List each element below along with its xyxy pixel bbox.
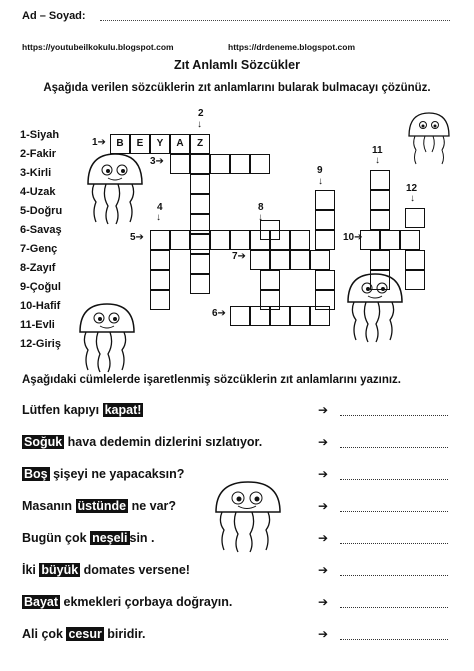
clue-number-12: 12 — [406, 183, 418, 194]
highlighted-word: Bayat — [24, 595, 59, 609]
sentence-text: şişeyi ne yapacaksın? — [49, 467, 185, 481]
crossword-cell[interactable] — [270, 230, 290, 250]
crossword-cell[interactable] — [210, 230, 230, 250]
sentence-text: ne var? — [128, 499, 177, 513]
crossword-cell[interactable] — [400, 230, 420, 250]
crossword-cell[interactable] — [260, 270, 280, 290]
crossword-cell[interactable] — [290, 250, 310, 270]
clue-9: 9-Çoğul — [20, 281, 61, 293]
crossword-cell[interactable] — [190, 194, 210, 214]
crossword-cell[interactable] — [250, 306, 270, 326]
answer-line[interactable] — [340, 479, 448, 480]
crossword-cell[interactable] — [230, 306, 250, 326]
crossword-cell: E — [130, 134, 150, 154]
arrow-right-icon: ➔ — [318, 627, 329, 641]
clue-number-9: 9 — [317, 165, 323, 176]
crossword-cell[interactable] — [360, 230, 380, 250]
clue-number-1: 1➔ — [92, 137, 106, 148]
crossword-cell[interactable] — [230, 154, 250, 174]
crossword-cell[interactable] — [210, 154, 230, 174]
crossword-cell[interactable] — [150, 230, 170, 250]
jellyfish-illustration — [405, 110, 453, 168]
crossword-cell: A — [170, 134, 190, 154]
arrow-right-icon: ➔ — [318, 595, 329, 609]
arrow-down-icon: ↓ — [375, 155, 380, 166]
crossword-cell[interactable] — [170, 154, 190, 174]
jellyfish-illustration — [340, 270, 410, 348]
crossword-cell[interactable] — [380, 230, 400, 250]
sentence-text: sin . — [129, 531, 155, 545]
arrow-down-icon: ↓ — [197, 119, 202, 130]
sentence-text: Lütfen kapıyı — [22, 403, 103, 417]
answer-line[interactable] — [340, 639, 448, 640]
name-line[interactable] — [100, 20, 450, 21]
clue-number-4: 4 — [157, 202, 163, 213]
clue-8: 8-Zayıf — [20, 262, 56, 274]
highlighted-word: Soğuk — [24, 435, 63, 449]
sentence-text: ekmekleri çorbaya doğrayın. — [60, 595, 233, 609]
crossword-cell[interactable] — [315, 190, 335, 210]
name-label: Ad – Soyad: — [22, 10, 86, 22]
sentence-2 — [22, 435, 262, 449]
crossword-cell[interactable] — [150, 250, 170, 270]
sentence-5 — [22, 531, 155, 545]
crossword-cell[interactable] — [370, 190, 390, 210]
answer-line[interactable] — [340, 607, 448, 608]
answer-line[interactable] — [340, 543, 448, 544]
clue-number-7: 7➔ — [232, 251, 246, 262]
sentence-3 — [22, 467, 184, 481]
clue-7: 7-Genç — [20, 243, 58, 255]
clue-number-5: 5➔ — [130, 232, 144, 243]
sentence-4 — [22, 499, 176, 513]
clue-number-10: 10➔ — [343, 232, 363, 243]
clue-4: 4-Uzak — [20, 186, 56, 198]
crossword-cell[interactable] — [260, 220, 280, 240]
sentence-text: Masanın — [22, 499, 76, 513]
highlighted-word: büyük — [41, 563, 79, 577]
crossword-cell[interactable] — [190, 214, 210, 234]
crossword-cell[interactable] — [290, 306, 310, 326]
arrow-down-icon: ↓ — [318, 176, 323, 187]
sentence-text: Ali çok — [22, 627, 67, 641]
crossword-cell[interactable] — [315, 290, 335, 310]
crossword-cell[interactable] — [150, 270, 170, 290]
clue-11: 11-Evli — [20, 319, 55, 331]
arrow-down-icon: ↓ — [258, 212, 263, 223]
arrow-right-icon: ➔ — [318, 531, 329, 545]
arrow-down-icon: ↓ — [156, 212, 161, 223]
clue-number-2: 2 — [198, 108, 204, 119]
clue-number-8: 8 — [258, 202, 264, 213]
answer-line[interactable] — [340, 511, 448, 512]
crossword-cell[interactable] — [310, 250, 330, 270]
jellyfish-illustration — [72, 300, 142, 378]
arrow-right-icon: ➔ — [318, 467, 329, 481]
crossword-cell[interactable] — [250, 154, 270, 174]
sentence-1 — [22, 403, 143, 417]
crossword-cell[interactable] — [315, 270, 335, 290]
crossword-cell[interactable] — [310, 306, 330, 326]
url-right: https://drdeneme.blogspot.com — [228, 42, 356, 52]
instruction: Aşağıda verilen sözcüklerin zıt anlamlarını bularak bulmacayı çözünüz. — [43, 82, 431, 94]
crossword-cell[interactable] — [370, 170, 390, 190]
clue-3: 3-Kirli — [20, 167, 52, 179]
sentence-text: domates versene! — [80, 563, 190, 577]
answer-line[interactable] — [340, 447, 448, 448]
crossword-cell[interactable] — [190, 154, 210, 174]
crossword-cell[interactable] — [170, 230, 190, 250]
crossword-cell[interactable] — [260, 290, 280, 310]
crossword-cell[interactable] — [250, 250, 270, 270]
arrow-right-icon: ➔ — [318, 563, 329, 577]
crossword-cell[interactable] — [190, 174, 210, 194]
highlighted-word: cesur — [68, 627, 102, 641]
crossword-cell[interactable] — [315, 230, 335, 250]
crossword-cell[interactable] — [370, 250, 390, 270]
crossword-cell[interactable] — [370, 210, 390, 230]
arrow-right-icon: ➔ — [318, 499, 329, 513]
crossword-cell[interactable] — [190, 234, 210, 254]
jellyfish-illustration — [208, 478, 288, 558]
crossword-cell[interactable] — [270, 306, 290, 326]
highlighted-word: Boş — [24, 467, 48, 481]
answer-line[interactable] — [340, 575, 448, 576]
clue-1: 1-Siyah — [20, 129, 60, 141]
crossword-cell[interactable] — [270, 250, 290, 270]
sentence-6 — [22, 563, 190, 577]
clue-number-6: 6➔ — [212, 308, 226, 319]
crossword-cell[interactable] — [230, 230, 250, 250]
crossword-cell[interactable] — [405, 208, 425, 228]
clue-number-11: 11 — [372, 145, 383, 156]
highlighted-word: kapat! — [104, 403, 142, 417]
clue-2: 2-Fakir — [20, 148, 57, 160]
sentence-7 — [22, 595, 232, 609]
crossword-cell[interactable] — [190, 274, 210, 294]
jellyfish-illustration — [80, 150, 150, 230]
crossword-cell: B — [110, 134, 130, 154]
sentence-text: hava dedemin dizlerini sızlatıyor. — [64, 435, 263, 449]
page-title: Zıt Anlamlı Sözcükler — [174, 58, 300, 72]
sentence-text: biridir. — [103, 627, 146, 641]
crossword-cell[interactable] — [290, 230, 310, 250]
crossword-cell: Z — [190, 134, 210, 154]
answer-line[interactable] — [340, 415, 448, 416]
highlighted-word: üstünde — [77, 499, 127, 513]
section2-instruction: Aşağıdaki cümlelerde işaretlenmiş sözcüklerin zıt anlamlarını yazınız. — [22, 374, 402, 386]
highlighted-word: neşeli — [92, 531, 128, 545]
clue-5: 5-Doğru — [20, 205, 63, 217]
crossword-cell[interactable] — [190, 230, 210, 250]
clue-6: 6-Savaş — [20, 224, 62, 236]
crossword-cell[interactable] — [190, 254, 210, 274]
sentence-8 — [22, 627, 146, 641]
sentence-text: İki — [22, 563, 40, 577]
arrow-right-icon: ➔ — [318, 435, 329, 449]
crossword-cell[interactable] — [250, 230, 270, 250]
clue-number-3: 3➔ — [150, 156, 164, 167]
arrow-right-icon: ➔ — [318, 403, 329, 417]
clue-10: 10-Hafif — [20, 300, 61, 312]
clue-12: 12-Giriş — [20, 338, 61, 350]
crossword-cell[interactable] — [315, 210, 335, 230]
crossword-cell[interactable] — [150, 290, 170, 310]
sentence-text: Bugün çok — [22, 531, 91, 545]
crossword-cell[interactable] — [405, 250, 425, 270]
crossword-cell: Y — [150, 134, 170, 154]
arrow-down-icon: ↓ — [410, 193, 415, 204]
url-left: https://youtubeilkokulu.blogspot.com — [22, 42, 174, 52]
